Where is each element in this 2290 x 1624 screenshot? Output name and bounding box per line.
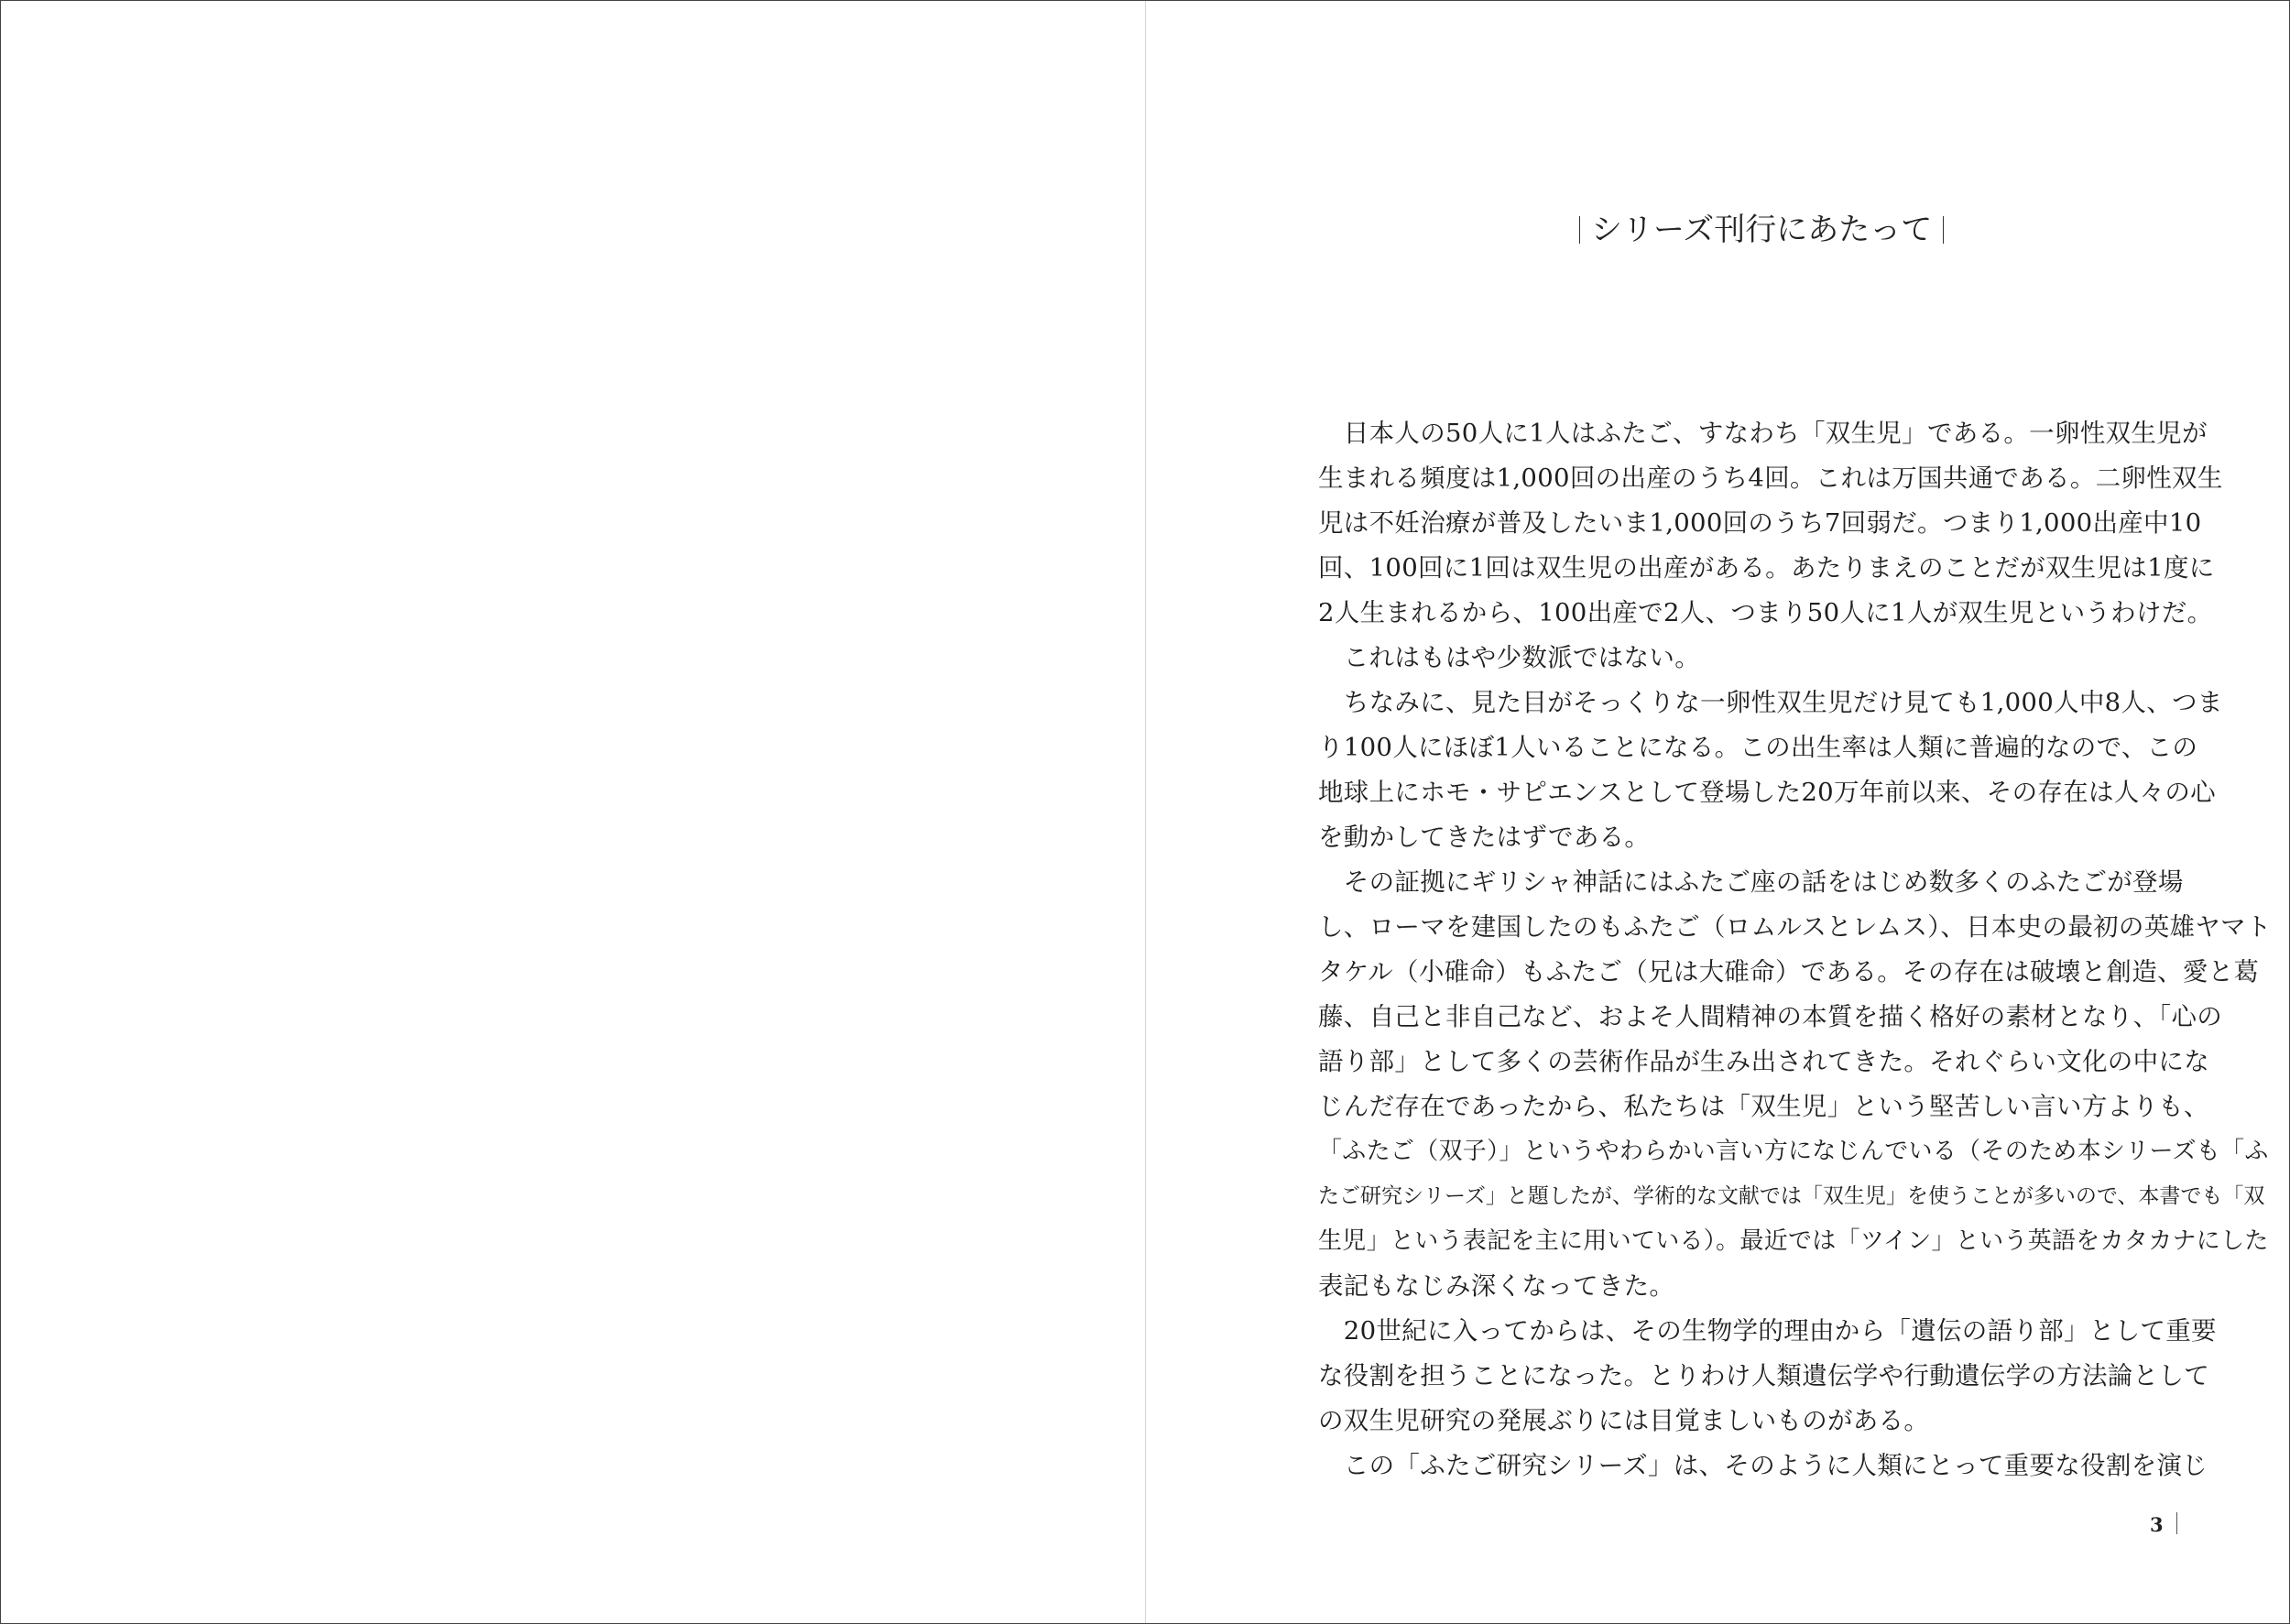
text-line: な役割を担うことになった。とりわけ人類遺伝学や行動遺伝学の方法論として xyxy=(1318,1361,2209,1390)
text-line: 日本人の50人に1人はふたご、すなわち「双生児」である。一卵性双生児が xyxy=(1318,419,2208,448)
text-line: を動かしてきたはずである。 xyxy=(1318,823,1651,852)
page-number-bar xyxy=(2176,1512,2177,1534)
text-line: その証拠にギリシャ神話にはふたご座の話をはじめ数多くのふたごが登場 xyxy=(1318,867,2184,897)
text-line: 2人生まれるから、100出産で2人、つまり50人に1人が双生児というわけだ。 xyxy=(1318,598,2213,627)
text-line: 回、100回に1回は双生児の出産がある。あたりまえのことだが双生児は1度に xyxy=(1318,553,2215,583)
section-heading xyxy=(1579,212,2037,248)
text-line: 生児」という表記を主に用いている）。最近では「ツイン」という英語をカタカナにした xyxy=(1318,1227,2269,1255)
text-line: 20世紀に入ってからは、その生物学的理由から「遺伝の語り部」として重要 xyxy=(1318,1316,2217,1346)
heading-right-bar xyxy=(1943,216,1944,244)
text-line: ちなみに、見た目がそっくりな一卵性双生児だけ見ても1,000人中8人、つま xyxy=(1318,688,2223,717)
text-line: 生まれる頻度は1,000回の出産のうち4回。これは万国共通である。二卵性双生 xyxy=(1318,463,2223,493)
text-line: これはもはや少数派ではない。 xyxy=(1318,643,1700,672)
text-line: り100人にほぼ1人いることになる。この出生率は人類に普遍的なので、この xyxy=(1318,733,2198,762)
body-text xyxy=(1318,411,2280,1488)
heading-text: シリーズ刊行にあたって xyxy=(1591,212,1933,248)
text-line: 藤、自己と非自己など、およそ人間精神の本質を描く格好の素材となり、「心の xyxy=(1318,1002,2223,1031)
text-line: 表記もなじみ深くなってきた。 xyxy=(1318,1271,1675,1301)
text-line: タケル（小碓命）もふたご（兄は大碓命）である。その存在は破壊と創造、愛と葛 xyxy=(1318,957,2260,986)
text-line: 語り部」として多くの芸術作品が生み出されてきた。それぐらい文化の中にな xyxy=(1318,1047,2209,1076)
heading-left-bar xyxy=(1579,216,1580,244)
text-line: 「ふたご（双子）」というやわらかい言い方になじんでいる（そのため本シリーズも「ふ xyxy=(1318,1138,2269,1165)
text-line: じんだ存在であったから、私たちは「双生児」という堅苦しい言い方よりも、 xyxy=(1318,1092,2209,1121)
page-number-text: 3 xyxy=(2150,1513,2164,1536)
text-line: 児は不妊治療が普及したいま1,000回のうち7回弱だ。つまり1,000出産中10 xyxy=(1318,508,2202,538)
text-line: この「ふたご研究シリーズ」は、そのように人類にとって重要な役割を演じ xyxy=(1318,1451,2208,1480)
left-page-blank xyxy=(1,1,1145,1623)
text-line: 地球上にホモ・サピエンスとして登場した20万年前以来、その存在は人々の心 xyxy=(1318,778,2216,807)
right-page xyxy=(1146,1,2289,1623)
page-number xyxy=(2150,1512,2177,1536)
text-line: の双生児研究の発展ぶりには目覚ましいものがある。 xyxy=(1318,1406,1930,1435)
text-line: し、ローマを建国したのもふたご（ロムルスとレムス）、日本史の最初の英雄ヤマト xyxy=(1318,912,2272,942)
text-line: たご研究シリーズ」と題したが、学術的な文献では「双生児」を使うことが多いので、本書でも「双 xyxy=(1318,1184,2265,1208)
